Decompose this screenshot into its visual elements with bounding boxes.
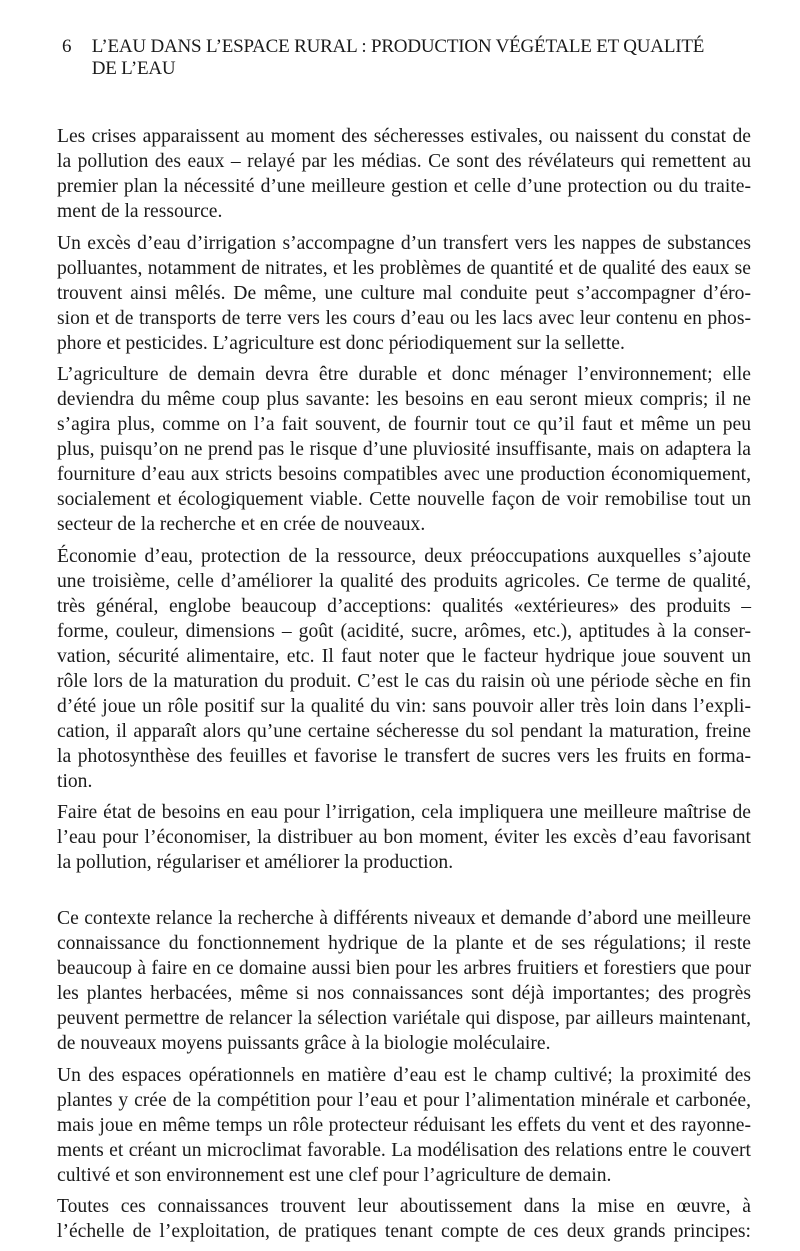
- text-line: sion et de transports de terre vers les cours d’eau ou les lacs avec leur contenu en phos-: [57, 307, 751, 329]
- text-line: rôle lors de la maturation du produit. C’est le cas du raisin où une période sèche en fin: [57, 670, 751, 692]
- text-line: l’eau pour l’économiser, la distribuer au bon moment, éviter les excès d’eau favorisant: [57, 827, 751, 848]
- text-line: peuvent permettre de relancer la sélection variétale qui dispose, par ailleurs maintenant,: [57, 1008, 751, 1029]
- text-line: phore et pesticides. L’agriculture est donc périodiquement sur la sellette.: [57, 332, 625, 354]
- text-line: tion.: [57, 770, 93, 792]
- paragraph: [57, 1194, 751, 1244]
- paragraph: [57, 544, 751, 794]
- text-line: une troisième, celle d’améliorer la qualité des produits agricoles. Ce terme de qualité,: [57, 570, 751, 592]
- text-line: de nouveaux moyens puissants grâce à la biologie moléculaire.: [57, 1033, 551, 1054]
- paragraph: [57, 231, 751, 356]
- text-line: deviendra du même coup plus savante: les besoins en eau seront mieux compris; il ne: [57, 389, 751, 410]
- text-line: Un des espaces opérationnels en matière d’eau est le champ cultivé; la proximité des: [57, 1064, 751, 1086]
- running-header: [62, 36, 722, 80]
- body-text: [57, 124, 751, 1251]
- text-line: la pollution des eaux – relayé par les médias. Ce sont des révélateurs qui remettent au: [57, 151, 751, 172]
- text-line: Un excès d’eau d’irrigation s’accompagne d’un transfert vers les nappes de substances: [57, 232, 751, 254]
- text-line: Ce contexte relance la recherche à différents niveaux et demande d’abord une meilleure: [57, 908, 751, 929]
- running-title: L’EAU DANS L’ESPACE RURAL : PRODUCTION VÉGÉTALE ET QUALITÉ DE L’EAU: [91, 36, 705, 79]
- text-line: trouvent ainsi mêlés. De même, une culture mal conduite peut s’accompagner d’éro-: [57, 282, 751, 304]
- text-line: forme, couleur, dimensions – goût (acidité, sucre, arômes, etc.), aptitudes à la conser-: [57, 620, 751, 642]
- text-line: socialement et écologiquement viable. Cette nouvelle façon de voir remobilise tout un: [57, 489, 751, 510]
- text-line: Faire état de besoins en eau pour l’irrigation, cela impliquera une meilleure maîtrise de: [57, 802, 751, 823]
- text-line: d’été joue un rôle positif sur la qualité du vin: sans pouvoir aller très loin dans l’expli-: [57, 695, 751, 717]
- paragraph: [57, 800, 751, 875]
- text-line: mais joue en même temps un rôle protecteur réduisant les effets du vent et des rayonne-: [57, 1114, 751, 1136]
- text-line: secteur de la recherche et en crée de nouveaux.: [57, 514, 426, 535]
- text-line: L’agriculture de demain devra être durable et donc ménager l’environnement; elle: [57, 364, 751, 385]
- text-line: premier plan la nécessité d’une meilleure gestion et celle d’une protection ou du traite-: [57, 176, 751, 197]
- text-line: s’agira plus, comme on l’a fait souvent, de fournir tout ce qu’il faut et même un peu: [57, 414, 751, 435]
- paragraph: [57, 1063, 751, 1188]
- text-line: la pollution, régulariser et améliorer la production.: [57, 852, 454, 873]
- text-line: beaucoup à faire en ce domaine aussi bien pour les arbres fruitiers et forestiers que pour: [57, 958, 751, 979]
- text-line: vation, sécurité alimentaire, etc. Il faut noter que le facteur hydrique joue souvent un: [57, 645, 751, 667]
- text-line: ment de la ressource.: [57, 201, 223, 222]
- text-line: l’échelle de l’exploitation, de pratiques tenant compte de ces deux grands principes:: [57, 1221, 751, 1242]
- text-line: très général, englobe beaucoup d’acceptions: qualités «extérieures» des produits –: [57, 595, 751, 617]
- text-line: fourniture d’eau aux stricts besoins compatibles avec une production économiquement,: [57, 464, 751, 485]
- text-line: cultivé et son environnement est une clef pour l’agriculture de demain.: [57, 1164, 612, 1186]
- text-line: la photosynthèse des feuilles et favorise le transfert de sucres vers les fruits en forma-: [57, 745, 751, 767]
- text-line: plus, puisqu’on ne prend pas le risque d’une pluviosité insuffisante, mais on adaptera la: [57, 439, 751, 460]
- text-line: Les crises apparaissent au moment des sécheresses estivales, ou naissent du constat de: [57, 126, 751, 147]
- text-line: Toutes ces connaissances trouvent leur aboutissement dans la mise en œuvre, à: [57, 1196, 751, 1217]
- paragraph: [57, 362, 751, 537]
- text-line: Économie d’eau, protection de la ressource, deux préoccupations auxquelles s’ajoute: [57, 545, 751, 567]
- text-line: les plantes herbacées, même si nos connaissances sont déjà importantes; des progrès: [57, 983, 751, 1004]
- paragraph: [57, 906, 751, 1056]
- text-line: connaissance du fonctionnement hydrique de la plante et de ses régulations; il reste: [57, 933, 751, 954]
- text-line: cation, il apparaît alors qu’une certaine sécheresse du sol pendant la maturation, freine: [57, 720, 751, 742]
- text-line: ments et créant un microclimat favorable. La modélisation des relations entre le couvert: [57, 1139, 751, 1161]
- text-line: plantes y crée de la compétition pour l’eau et pour l’alimentation minérale et carbonée,: [57, 1089, 751, 1111]
- page-number: 6: [62, 36, 72, 57]
- text-line: polluantes, notamment de nitrates, et les problèmes de quantité et de qualité des eaux se: [57, 257, 751, 279]
- paragraph: [57, 124, 751, 224]
